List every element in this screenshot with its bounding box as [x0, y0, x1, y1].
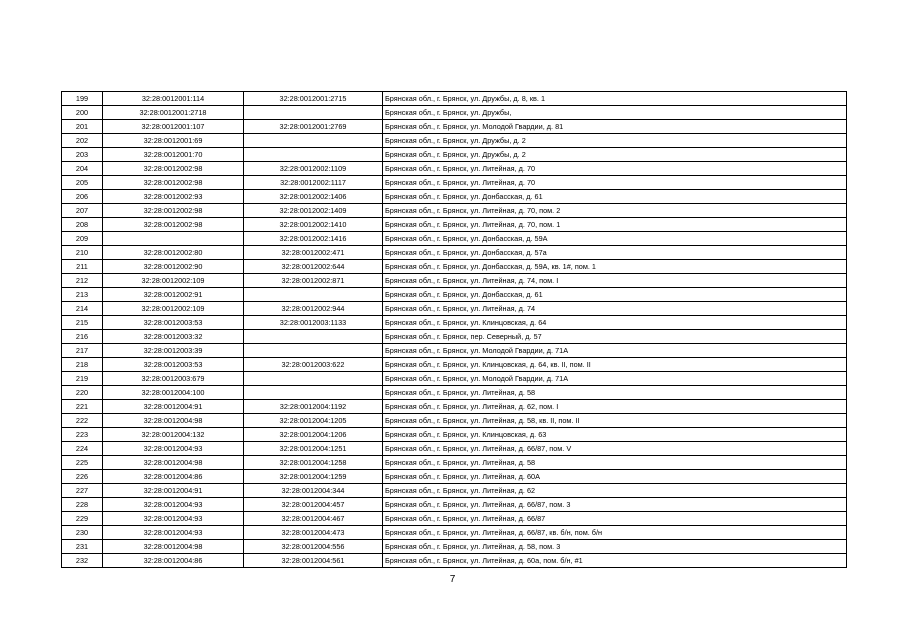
- parcel-number-cell: 32:28:0012004:132: [103, 428, 244, 442]
- row-number-cell: 227: [62, 484, 103, 498]
- table-body: [62, 92, 847, 568]
- parcel-number-cell: 32:28:0012002:98: [103, 176, 244, 190]
- table-row: [62, 470, 847, 484]
- table-row: [62, 428, 847, 442]
- parcel-number-cell: 32:28:0012002:93: [103, 190, 244, 204]
- parcel-number-cell: 32:28:0012004:93: [103, 442, 244, 456]
- table-row: [62, 414, 847, 428]
- parcel-number-cell: 32:28:0012002:90: [103, 260, 244, 274]
- object-number-cell: 32:28:0012002:871: [244, 274, 383, 288]
- row-number-cell: 216: [62, 330, 103, 344]
- row-number-cell: 219: [62, 372, 103, 386]
- table-row: [62, 498, 847, 512]
- row-number-cell: 215: [62, 316, 103, 330]
- parcel-number-cell: 32:28:0012004:93: [103, 526, 244, 540]
- parcel-number-cell: 32:28:0012004:93: [103, 512, 244, 526]
- object-number-cell: 32:28:0012002:1409: [244, 204, 383, 218]
- row-number-cell: 208: [62, 218, 103, 232]
- object-number-cell: 32:28:0012004:1192: [244, 400, 383, 414]
- address-cell: Брянская обл., г. Брянск, ул. Литейная, д. 60а, пом. б/н, #1: [383, 554, 847, 568]
- address-cell: Брянская обл., г. Брянск, ул. Литейная, д. 70, пом. 2: [383, 204, 847, 218]
- parcel-number-cell: 32:28:0012002:91: [103, 288, 244, 302]
- object-number-cell: 32:28:0012002:1416: [244, 232, 383, 246]
- address-cell: Брянская обл., г. Брянск, ул. Литейная, д. 58, кв. II, пом. II: [383, 414, 847, 428]
- object-number-cell: 32:28:0012004:556: [244, 540, 383, 554]
- row-number-cell: 217: [62, 344, 103, 358]
- row-number-cell: 214: [62, 302, 103, 316]
- row-number-cell: 230: [62, 526, 103, 540]
- row-number-cell: 224: [62, 442, 103, 456]
- parcel-number-cell: 32:28:0012004:91: [103, 484, 244, 498]
- address-cell: Брянская обл., г. Брянск, ул. Молодой Гвардии, д. 71А: [383, 372, 847, 386]
- object-number-cell: 32:28:0012004:1251: [244, 442, 383, 456]
- table-row: [62, 316, 847, 330]
- table-row: [62, 190, 847, 204]
- object-number-cell: [244, 134, 383, 148]
- row-number-cell: 206: [62, 190, 103, 204]
- object-number-cell: 32:28:0012001:2769: [244, 120, 383, 134]
- row-number-cell: 228: [62, 498, 103, 512]
- object-number-cell: 32:28:0012002:471: [244, 246, 383, 260]
- object-number-cell: [244, 372, 383, 386]
- row-number-cell: 200: [62, 106, 103, 120]
- table-row: [62, 302, 847, 316]
- parcel-number-cell: 32:28:0012004:86: [103, 470, 244, 484]
- address-cell: Брянская обл., г. Брянск, ул. Литейная, д. 70, пом. 1: [383, 218, 847, 232]
- parcel-number-cell: 32:28:0012002:80: [103, 246, 244, 260]
- parcel-number-cell: 32:28:0012003:53: [103, 316, 244, 330]
- row-number-cell: 201: [62, 120, 103, 134]
- address-cell: Брянская обл., г. Брянск, ул. Донбасская, д. 59А, кв. 1#, пом. 1: [383, 260, 847, 274]
- address-cell: Брянская обл., г. Брянск, ул. Донбасская, д. 57а: [383, 246, 847, 260]
- table-row: [62, 176, 847, 190]
- address-cell: Брянская обл., г. Брянск, ул. Дружбы, д. 2: [383, 148, 847, 162]
- address-cell: Брянская обл., г. Брянск, ул. Литейная, д. 70: [383, 162, 847, 176]
- address-cell: Брянская обл., г. Брянск, ул. Литейная, д. 74: [383, 302, 847, 316]
- object-number-cell: 32:28:0012002:1109: [244, 162, 383, 176]
- table-row: [62, 344, 847, 358]
- table-row: [62, 330, 847, 344]
- parcel-number-cell: 32:28:0012001:70: [103, 148, 244, 162]
- address-cell: Брянская обл., г. Брянск, ул. Литейная, д. 70: [383, 176, 847, 190]
- table-row: [62, 134, 847, 148]
- table-row: [62, 218, 847, 232]
- row-number-cell: 210: [62, 246, 103, 260]
- row-number-cell: 220: [62, 386, 103, 400]
- table-row: [62, 372, 847, 386]
- table-row: [62, 526, 847, 540]
- table-row: [62, 386, 847, 400]
- table-row: [62, 232, 847, 246]
- row-number-cell: 222: [62, 414, 103, 428]
- row-number-cell: 221: [62, 400, 103, 414]
- object-number-cell: 32:28:0012002:1117: [244, 176, 383, 190]
- table-row: [62, 512, 847, 526]
- address-cell: Брянская обл., г. Брянск, ул. Дружбы, д. 2: [383, 134, 847, 148]
- object-number-cell: [244, 386, 383, 400]
- address-cell: Брянская обл., г. Брянск, пер. Северный, д. 57: [383, 330, 847, 344]
- address-cell: Брянская обл., г. Брянск, ул. Литейная, д. 66/87: [383, 512, 847, 526]
- object-number-cell: 32:28:0012003:1133: [244, 316, 383, 330]
- parcel-number-cell: 32:28:0012002:98: [103, 162, 244, 176]
- address-cell: Брянская обл., г. Брянск, ул. Литейная, д. 66/87, пом. V: [383, 442, 847, 456]
- object-number-cell: 32:28:0012001:2715: [244, 92, 383, 106]
- table-row: [62, 484, 847, 498]
- row-number-cell: 232: [62, 554, 103, 568]
- address-cell: Брянская обл., г. Брянск, ул. Литейная, д. 58, пом. 3: [383, 540, 847, 554]
- table-row: [62, 246, 847, 260]
- parcel-number-cell: 32:28:0012002:109: [103, 274, 244, 288]
- parcel-number-cell: [103, 232, 244, 246]
- parcel-number-cell: 32:28:0012004:98: [103, 414, 244, 428]
- parcel-number-cell: 32:28:0012003:679: [103, 372, 244, 386]
- object-number-cell: 32:28:0012003:622: [244, 358, 383, 372]
- parcel-number-cell: 32:28:0012002:98: [103, 204, 244, 218]
- table-row: [62, 274, 847, 288]
- parcel-number-cell: 32:28:0012004:100: [103, 386, 244, 400]
- object-number-cell: 32:28:0012004:344: [244, 484, 383, 498]
- parcel-number-cell: 32:28:0012001:107: [103, 120, 244, 134]
- row-number-cell: 212: [62, 274, 103, 288]
- object-number-cell: [244, 344, 383, 358]
- parcel-number-cell: 32:28:0012003:39: [103, 344, 244, 358]
- table-row: [62, 358, 847, 372]
- object-number-cell: 32:28:0012004:457: [244, 498, 383, 512]
- address-cell: Брянская обл., г. Брянск, ул. Клинцовская, д. 63: [383, 428, 847, 442]
- address-cell: Брянская обл., г. Брянск, ул. Молодой Гвардии, д. 71А: [383, 344, 847, 358]
- cadastral-table: [61, 91, 847, 568]
- parcel-number-cell: 32:28:0012003:32: [103, 330, 244, 344]
- parcel-number-cell: 32:28:0012004:98: [103, 456, 244, 470]
- row-number-cell: 199: [62, 92, 103, 106]
- row-number-cell: 204: [62, 162, 103, 176]
- address-cell: Брянская обл., г. Брянск, ул. Литейная, д. 58: [383, 386, 847, 400]
- object-number-cell: 32:28:0012002:1410: [244, 218, 383, 232]
- table-row: [62, 106, 847, 120]
- object-number-cell: [244, 148, 383, 162]
- parcel-number-cell: 32:28:0012002:109: [103, 302, 244, 316]
- object-number-cell: 32:28:0012004:1258: [244, 456, 383, 470]
- address-cell: Брянская обл., г. Брянск, ул. Клинцовская, д. 64, кв. II, пом. II: [383, 358, 847, 372]
- parcel-number-cell: 32:28:0012001:2718: [103, 106, 244, 120]
- row-number-cell: 203: [62, 148, 103, 162]
- address-cell: Брянская обл., г. Брянск, ул. Литейная, д. 66/87, кв. б/н, пом. б/н: [383, 526, 847, 540]
- row-number-cell: 205: [62, 176, 103, 190]
- table-row: [62, 260, 847, 274]
- address-cell: Брянская обл., г. Брянск, ул. Дружбы, д. 8, кв. 1: [383, 92, 847, 106]
- row-number-cell: 225: [62, 456, 103, 470]
- row-number-cell: 231: [62, 540, 103, 554]
- table-row: [62, 148, 847, 162]
- parcel-number-cell: 32:28:0012003:53: [103, 358, 244, 372]
- address-cell: Брянская обл., г. Брянск, ул. Молодой Гвардии, д. 81: [383, 120, 847, 134]
- parcel-number-cell: 32:28:0012001:69: [103, 134, 244, 148]
- object-number-cell: [244, 330, 383, 344]
- object-number-cell: 32:28:0012004:561: [244, 554, 383, 568]
- object-number-cell: 32:28:0012004:1205: [244, 414, 383, 428]
- address-cell: Брянская обл., г. Брянск, ул. Донбасская, д. 61: [383, 288, 847, 302]
- row-number-cell: 207: [62, 204, 103, 218]
- object-number-cell: 32:28:0012004:473: [244, 526, 383, 540]
- table-row: [62, 288, 847, 302]
- object-number-cell: 32:28:0012004:1206: [244, 428, 383, 442]
- address-cell: Брянская обл., г. Брянск, ул. Литейная, д. 74, пом. I: [383, 274, 847, 288]
- table-row: [62, 204, 847, 218]
- table-row: [62, 456, 847, 470]
- address-cell: Брянская обл., г. Брянск, ул. Литейная, д. 62, пом. I: [383, 400, 847, 414]
- object-number-cell: 32:28:0012004:467: [244, 512, 383, 526]
- parcel-number-cell: 32:28:0012004:86: [103, 554, 244, 568]
- row-number-cell: 226: [62, 470, 103, 484]
- table-row: [62, 400, 847, 414]
- parcel-number-cell: 32:28:0012001:114: [103, 92, 244, 106]
- address-cell: Брянская обл., г. Брянск, ул. Донбасская, д. 61: [383, 190, 847, 204]
- address-cell: Брянская обл., г. Брянск, ул. Дружбы,: [383, 106, 847, 120]
- parcel-number-cell: 32:28:0012004:98: [103, 540, 244, 554]
- table-row: [62, 540, 847, 554]
- parcel-number-cell: 32:28:0012004:93: [103, 498, 244, 512]
- object-number-cell: 32:28:0012002:1406: [244, 190, 383, 204]
- row-number-cell: 218: [62, 358, 103, 372]
- address-cell: Брянская обл., г. Брянск, ул. Литейная, д. 58: [383, 456, 847, 470]
- page-number: 7: [449, 574, 456, 585]
- row-number-cell: 213: [62, 288, 103, 302]
- row-number-cell: 223: [62, 428, 103, 442]
- address-cell: Брянская обл., г. Брянск, ул. Литейная, д. 60А: [383, 470, 847, 484]
- object-number-cell: 32:28:0012002:644: [244, 260, 383, 274]
- address-cell: Брянская обл., г. Брянск, ул. Литейная, д. 66/87, пом. 3: [383, 498, 847, 512]
- table-row: [62, 162, 847, 176]
- table-row: [62, 554, 847, 568]
- row-number-cell: 209: [62, 232, 103, 246]
- object-number-cell: 32:28:0012002:944: [244, 302, 383, 316]
- row-number-cell: 211: [62, 260, 103, 274]
- address-cell: Брянская обл., г. Брянск, ул. Клинцовская, д. 64: [383, 316, 847, 330]
- parcel-number-cell: 32:28:0012004:91: [103, 400, 244, 414]
- address-cell: Брянская обл., г. Брянск, ул. Литейная, д. 62: [383, 484, 847, 498]
- table-row: [62, 92, 847, 106]
- row-number-cell: 229: [62, 512, 103, 526]
- table-row: [62, 120, 847, 134]
- row-number-cell: 202: [62, 134, 103, 148]
- object-number-cell: [244, 288, 383, 302]
- address-cell: Брянская обл., г. Брянск, ул. Донбасская, д. 59А: [383, 232, 847, 246]
- parcel-number-cell: 32:28:0012002:98: [103, 218, 244, 232]
- table-row: [62, 442, 847, 456]
- object-number-cell: 32:28:0012004:1259: [244, 470, 383, 484]
- object-number-cell: [244, 106, 383, 120]
